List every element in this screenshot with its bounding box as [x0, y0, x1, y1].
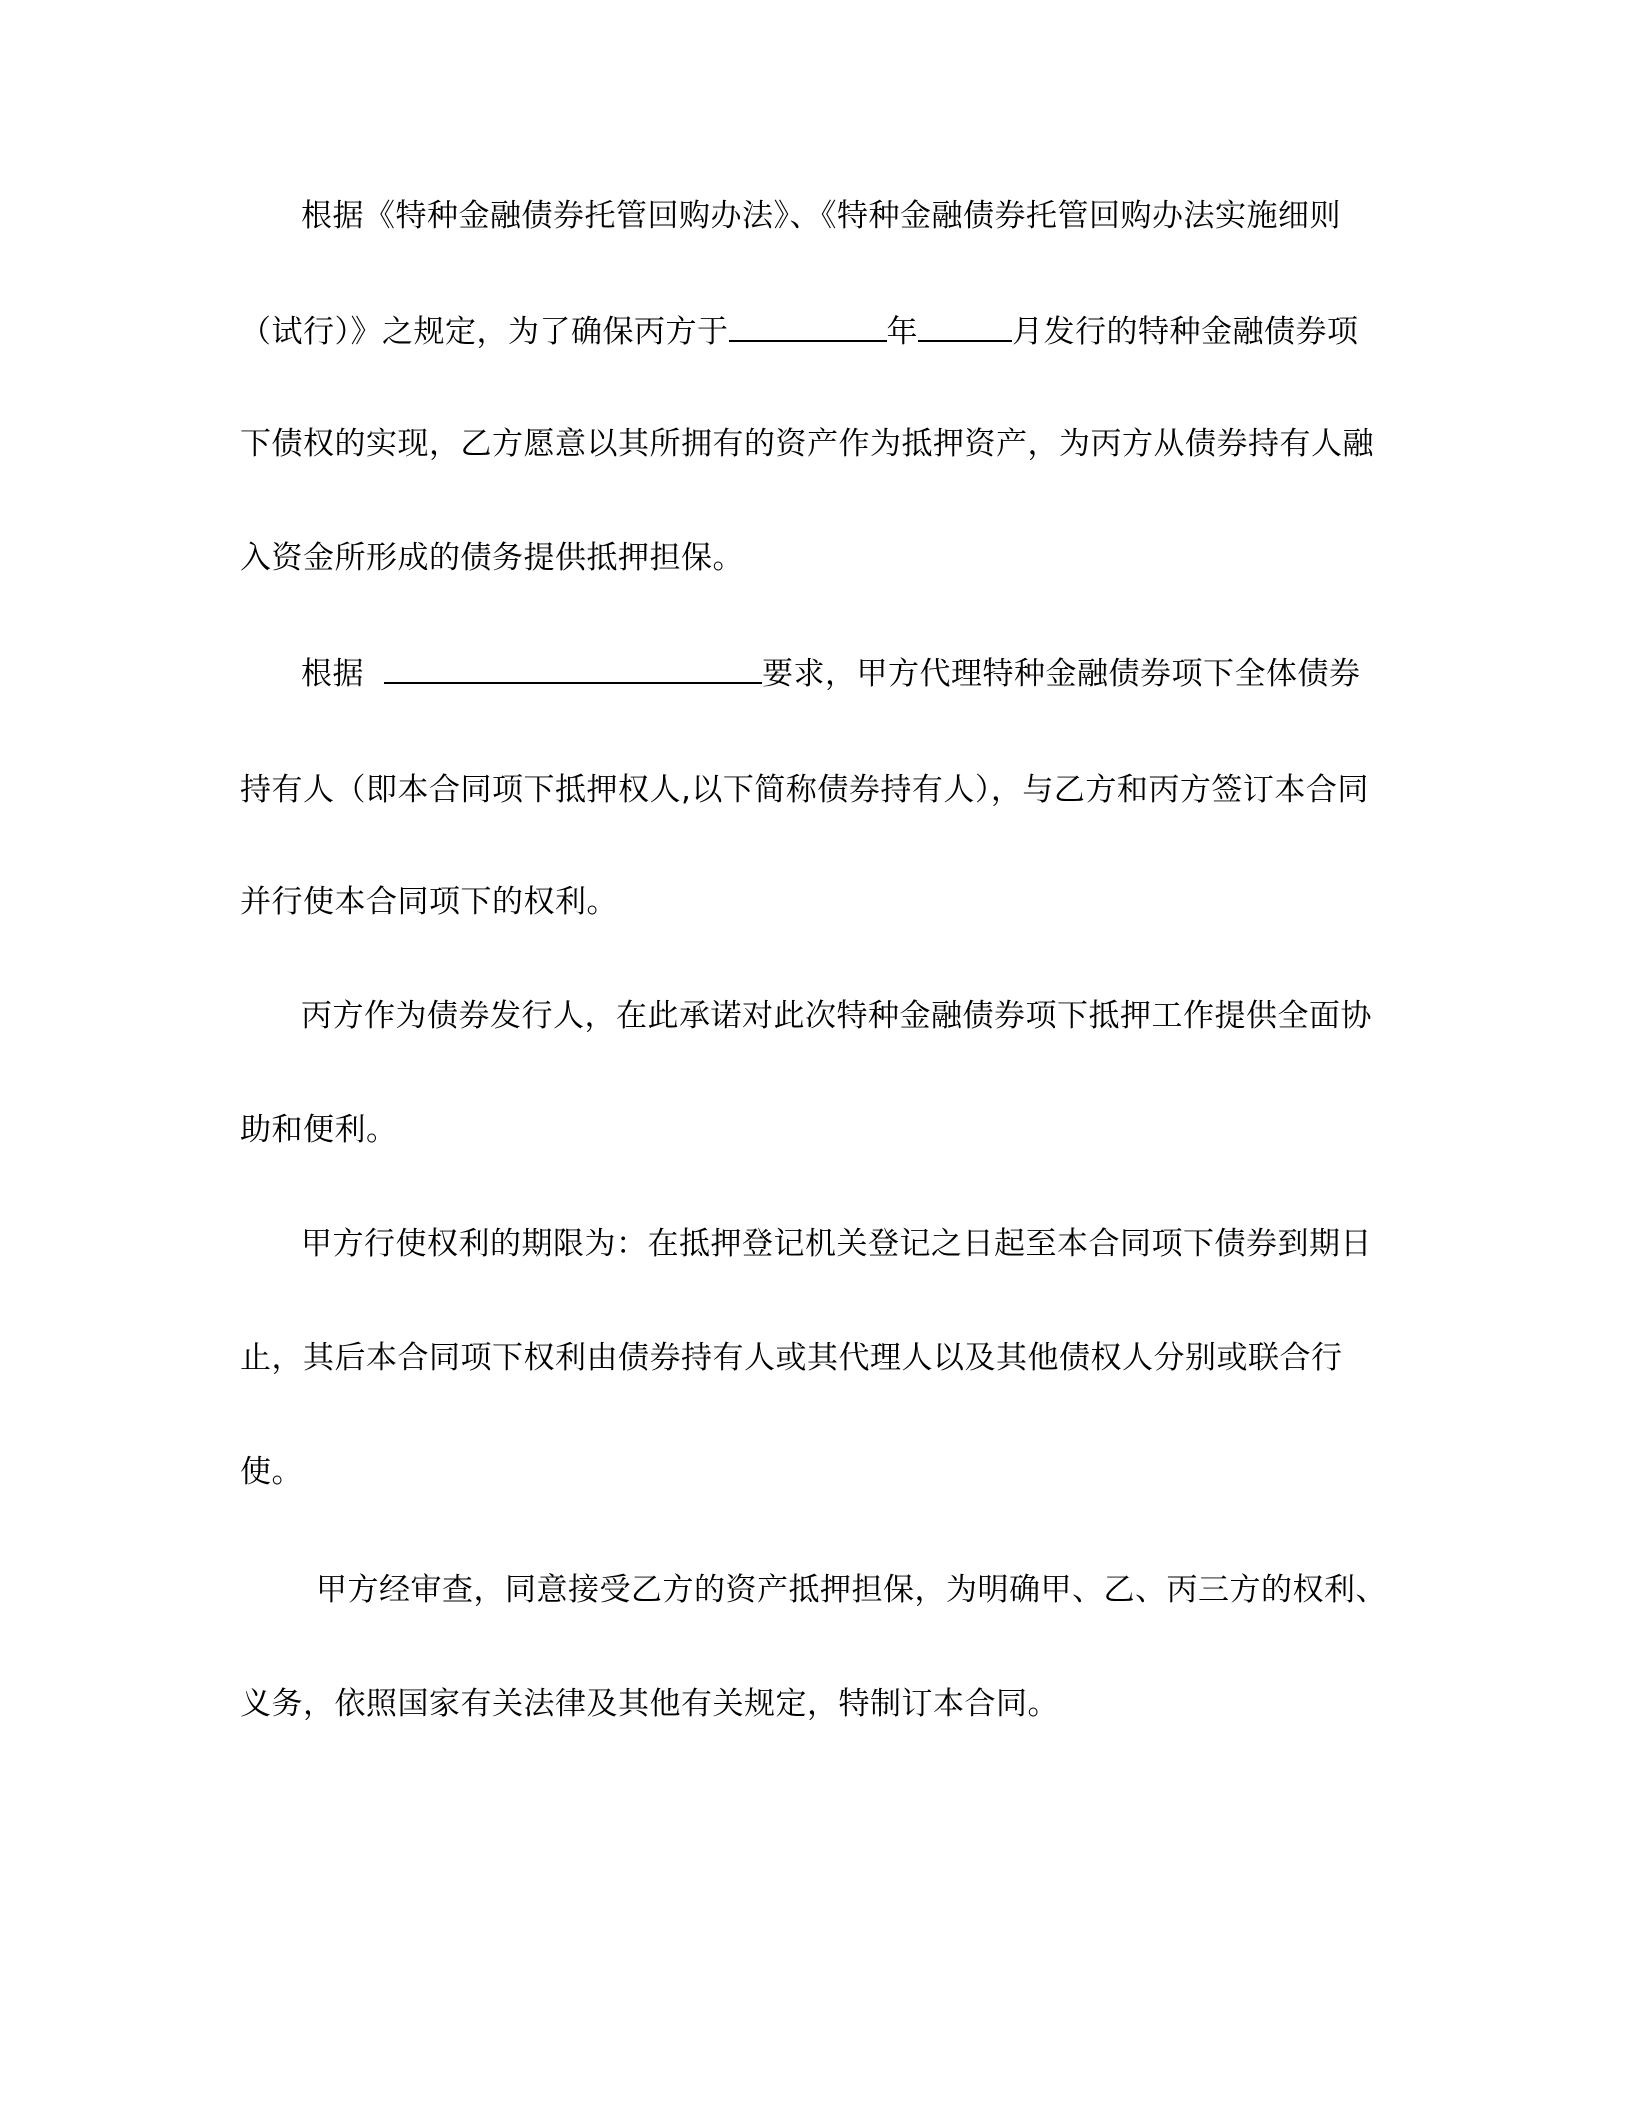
paragraph-4-line-1: 甲方行使权利的期限为：在抵押登记机关登记之日起至本合同项下债券到期日: [301, 1226, 1372, 1262]
month-blank-field: [918, 310, 1012, 342]
paragraph-1-line-3: 下债权的实现，乙方愿意以其所拥有的资产作为抵押资产，为丙方从债券持有人融: [240, 426, 1374, 462]
paragraph-2-line-2: 持有人（即本合同项下抵押权人,以下简称债券持有人），与乙方和丙方签订本合同: [240, 772, 1369, 808]
paragraph-4-line-3: 使。: [240, 1454, 303, 1490]
paragraph-5-line-1: 甲方经审查，同意接受乙方的资产抵押担保，为明确甲、乙、丙三方的权利、: [316, 1572, 1387, 1608]
paragraph-2-line-1-text-after: 要求，甲方代理特种金融债券项下全体债券: [762, 656, 1361, 692]
paragraph-1-line-4: 入资金所形成的债务提供抵押担保。: [240, 540, 744, 576]
paragraph-1-line-1: 根据《特种金融债券托管回购办法》、《特种金融债券托管回购办法实施细则: [301, 198, 1341, 234]
paragraph-4-line-2: 止，其后本合同项下权利由债券持有人或其代理人以及其他债权人分别或联合行: [240, 1340, 1343, 1376]
paragraph-5-line-2: 义务，依照国家有关法律及其他有关规定，特制订本合同。: [240, 1686, 1059, 1722]
paragraph-1-line-2: [240, 310, 1359, 352]
year-blank-field: [729, 310, 887, 342]
paragraph-2-line-3: 并行使本合同项下的权利。: [240, 884, 618, 920]
paragraph-3-line-2: 助和便利。: [240, 1112, 398, 1148]
paragraph-3-line-1: 丙方作为债券发行人，在此承诺对此次特种金融债券项下抵押工作提供全面协: [301, 998, 1372, 1034]
paragraph-1-line-2-year-label: 年: [886, 314, 918, 350]
paragraph-2-line-1: [301, 652, 1361, 694]
basis-blank-field: [384, 652, 762, 684]
paragraph-1-line-2-text-before: （试行）》之规定，为了确保丙方于: [240, 314, 729, 350]
paragraph-2-line-1-text-before: 根据: [301, 656, 364, 692]
paragraph-1-line-2-text-after: 月发行的特种金融债券项: [1012, 314, 1359, 350]
